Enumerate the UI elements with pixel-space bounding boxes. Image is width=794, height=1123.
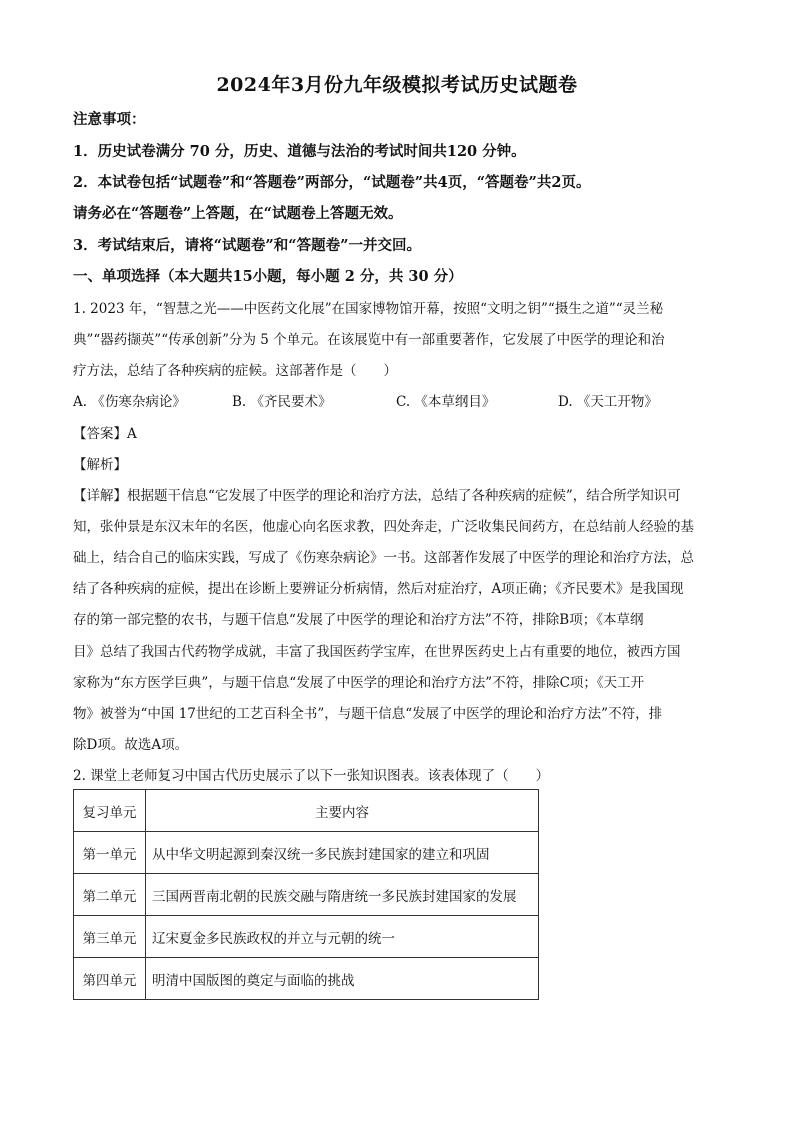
table-header-cell: 主要内容 xyxy=(146,790,539,832)
notice-heading: 注意事项： xyxy=(73,111,146,128)
q1-stem-line: 典”“器药撷英”“传承创新”分为 5 个单元。在该展览中有一部重要著作，它发展了中医学的理论和治 xyxy=(73,332,665,348)
q1-detail-line: 目》总结了我国古代药物学成就，丰富了我国医药学宝库，在世界医药史上占有重要的地位，被西方国 xyxy=(73,644,681,660)
notice-item: 3．考试结束后，请将“试题卷”和“答题卷”一并交回。 xyxy=(73,237,421,254)
q1-detail-line: 础上，结合自己的临床实践，写成了《伤寒杂病论》一书。这部著作发展了中医学的理论和治疗方法，总 xyxy=(73,550,694,566)
q1-detail-line: 除D项。故选A项。 xyxy=(73,737,189,753)
q1-detail-line: 家称为“东方医学巨典”，与题干信息“发展了中医学的理论和治疗方法”不符，排除C项；《天工开 xyxy=(73,675,645,691)
table-row xyxy=(74,832,539,874)
notice-item: 2．本试卷包括“试题卷”和“答题卷”两部分，“试题卷”共4页，“答题卷”共2页。 xyxy=(73,174,591,191)
q1-stem-line: 疗方法，总结了各种疾病的症候。这部著作是（ ） xyxy=(73,363,397,379)
table-cell: 第一单元 xyxy=(74,832,146,874)
q1-detail-line: 结了各种疾病的症候，提出在诊断上要辨证分析病情，然后对症治疗，A项正确；《齐民要术》是我国现 xyxy=(73,581,684,597)
section-heading: 一、单项选择（本大题共15小题，每小题 2 分，共 30 分） xyxy=(73,268,463,285)
table-cell: 三国两晋南北朝的民族交融与隋唐统一多民族封建国家的发展 xyxy=(146,874,539,916)
page-title: 2024年3月份九年级模拟考试历史试题卷 xyxy=(216,74,578,96)
q1-option-c: C. 《本草纲目》 xyxy=(396,394,496,410)
table-cell: 第四单元 xyxy=(74,958,146,1000)
table-row xyxy=(74,916,539,958)
table-cell: 明清中国版图的奠定与面临的挑战 xyxy=(146,958,539,1000)
q1-answer: 【答案】A xyxy=(73,426,137,442)
table-cell: 从中华文明起源到秦汉统一多民族封建国家的建立和巩固 xyxy=(146,832,539,874)
q2-stem: 2. 课堂上老师复习中国古代历史展示了以下一张知识图表。该表体现了（ ） xyxy=(73,768,550,784)
table-header-row xyxy=(74,790,539,832)
q1-detail-line: 知，张仲景是东汉末年的名医，他虚心向名医求教，四处奔走，广泛收集民间药方，在总结前人经验的基 xyxy=(73,519,694,535)
q1-detail-line: 存的第一部完整的农书，与题干信息“发展了中医学的理论和治疗方法”不符，排除B项；《本草纲 xyxy=(73,612,644,628)
q1-option-b: B. 《齐民要术》 xyxy=(232,394,332,410)
table-cell: 第二单元 xyxy=(74,874,146,916)
table-header-cell: 复习单元 xyxy=(74,790,146,832)
notice-item: 1．历史试卷满分 70 分，历史、道德与法治的考试时间共120 分钟。 xyxy=(73,143,526,160)
q1-stem-line: 1. 2023 年，“智慧之光——中医药文化展”在国家博物馆开幕，按照“文明之钥”“摄生之道”“灵兰秘 xyxy=(73,301,664,317)
q1-analysis-label: 【解析】 xyxy=(73,457,127,473)
table-row xyxy=(74,874,539,916)
q1-option-a: A. 《伤寒杂病论》 xyxy=(73,394,186,410)
q1-detail-line: 物》被誉为“中国 17世纪的工艺百科全书”，与题干信息“发展了中医学的理论和治疗方法”不符，排 xyxy=(73,706,663,722)
table-cell: 第三单元 xyxy=(74,916,146,958)
table-row xyxy=(74,958,539,1000)
q1-option-d: D. 《天工开物》 xyxy=(558,394,658,410)
notice-item: 请务必在“答题卷”上答题，在“试题卷上答题无效。 xyxy=(73,205,403,222)
q1-detail-line: 【详解】根据题干信息“它发展了中医学的理论和治疗方法，总结了各种疾病的症候”，结合所学知识可 xyxy=(73,488,681,504)
table-cell: 辽宋夏金多民族政权的并立与元朝的统一 xyxy=(146,916,539,958)
review-units-table xyxy=(73,789,539,1000)
